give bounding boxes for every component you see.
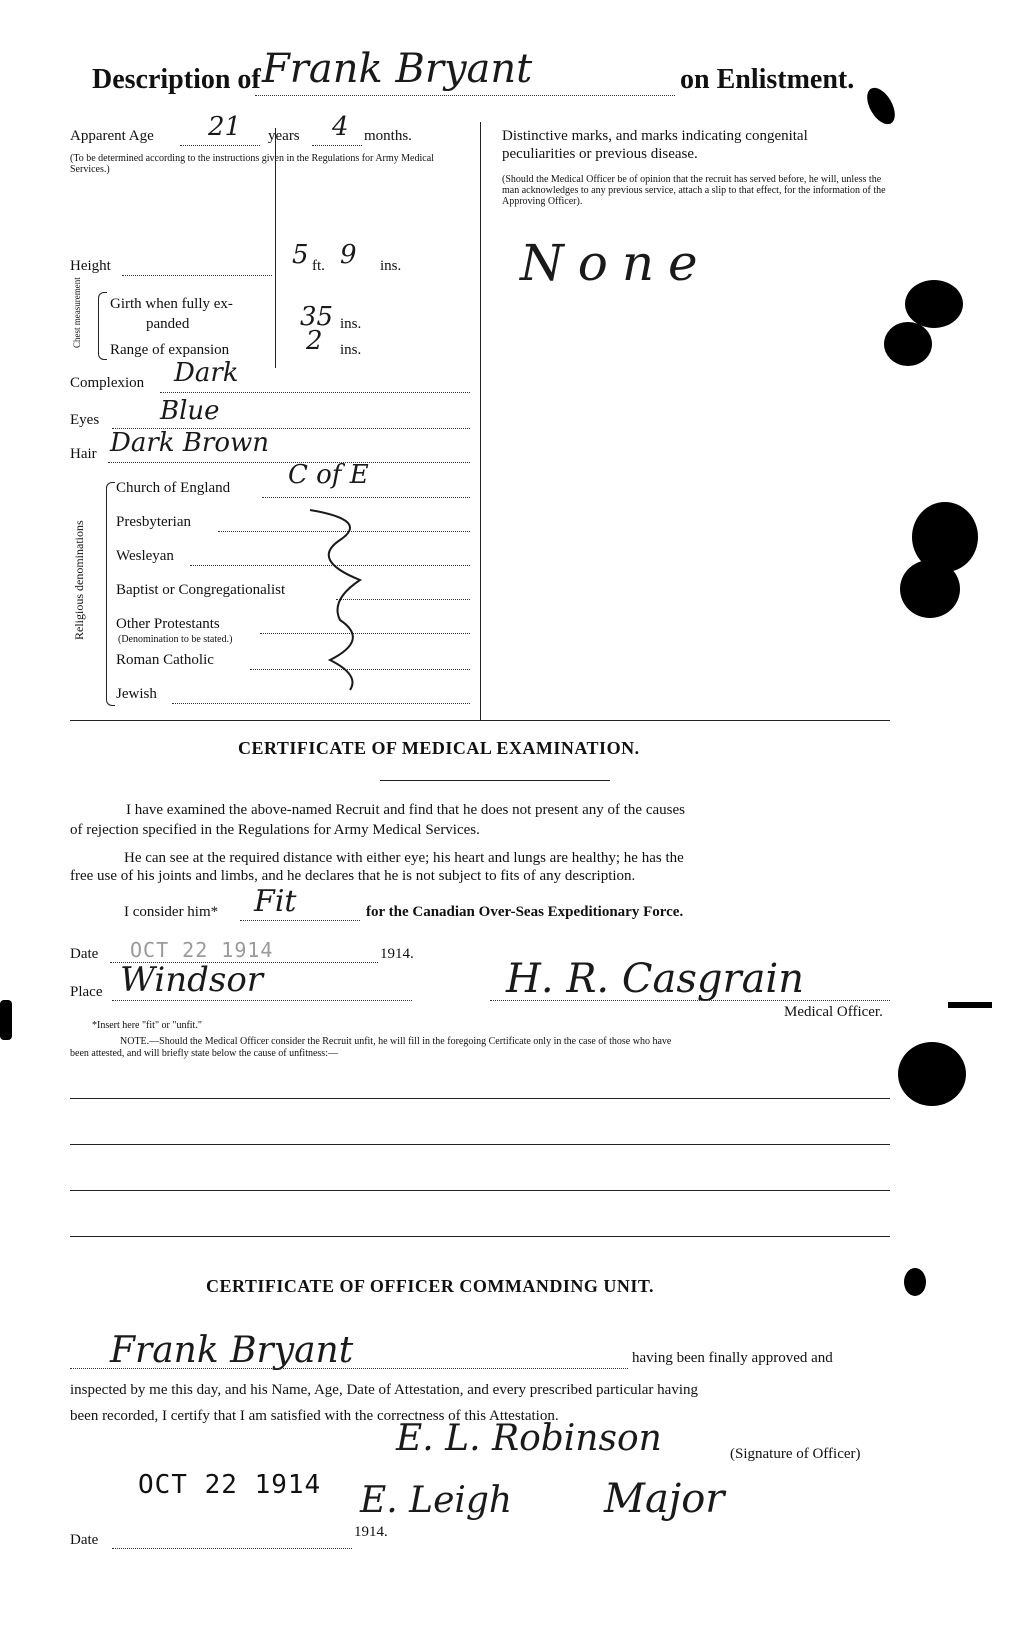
complexion-label: Complexion [70,375,145,391]
title-suffix: on Enlistment. [680,64,855,95]
medical-para1-line2: of rejection specified in the Regulations for Army Medical Services. [70,822,480,838]
name-line [255,95,675,96]
consider-value: Fit [254,884,297,919]
medical-date-label: Date [70,946,99,962]
hair-label: Hair [70,446,97,462]
religion-value: C of E [288,460,369,490]
binder-hole [900,560,960,618]
religion-wesleyan: Wesleyan [116,548,174,564]
marks-note: (Should the Medical Officer be of opinion that the recruit has served before, he will, unless the man acknowledges to any previous service, attach a slip to that effect, for the information of the Approving Officer). [502,174,886,207]
medical-para1-line1: I have examined the above-named Recruit and find that he does not present any of the causes [126,802,685,818]
binder-hole [898,1042,966,1106]
religion-line-1 [262,497,470,498]
girth-label-2: panded [146,316,190,332]
religion-other-protestants: Other Protestants [116,616,220,632]
section-rule [70,720,890,721]
binder-hole [905,280,963,328]
recruit-name: Frank Bryant [262,46,533,92]
scan-smudge [904,1268,926,1296]
eyes-value: Blue [160,396,220,426]
officer-name-line [70,1368,628,1369]
marks-label-2: peculiarities or previous disease. [502,146,698,162]
girth-label-1: Girth when fully ex- [110,296,233,312]
medical-para2-line1: He can see at the required distance with either eye; his heart and lungs are healthy; he has the [124,850,684,866]
height-ins: 9 [340,240,357,270]
officer-date-line [112,1548,352,1549]
scan-edge-mark [948,1002,992,1008]
place-line [112,1000,412,1001]
officer-date-label: Date [70,1532,99,1548]
consider-suffix: for the Canadian Over-Seas Expeditionary Force. [366,904,684,920]
medical-officer-signature: H. R. Casgrain [506,956,804,1002]
officer-rank: Major [604,1476,725,1522]
medical-title: CERTIFICATE OF MEDICAL EXAMINATION. [238,738,640,758]
chest-group-label: Chest measurement [72,277,82,348]
note-line-2: been attested, and will briefly state below the cause of unfitness:— [70,1048,338,1059]
title-prefix: Description of [92,64,261,95]
girth-unit: ins. [340,316,362,332]
scan-smudge [861,83,900,129]
height-ft: 5 [292,240,309,270]
ft-label: ft. [312,258,325,274]
age-note: (To be determined according to the instructions given in the Regulations for Army Medical Services.) [70,153,434,175]
consider-line [240,920,360,921]
religion-presbyterian: Presbyterian [116,514,191,530]
religion-baptist: Baptist or Congregationalist [116,582,286,598]
expansion-unit: ins. [340,342,362,358]
religion-squiggle [300,500,380,700]
age-months-line [312,145,362,146]
age-months: 4 [332,112,349,142]
height-line [122,275,272,276]
binder-hole [884,322,932,366]
officer-signature-label: (Signature of Officer) [730,1446,861,1462]
officer-name-value: Frank Bryant [110,1330,354,1371]
footnote: *Insert here "fit" or "unfit." [92,1020,202,1031]
unfitness-line-1 [70,1098,890,1099]
religion-other-note: (Denomination to be stated.) [118,634,233,645]
medical-title-rule [380,780,610,781]
place-label: Place [70,984,103,1000]
officer-line1-suffix: having been finally approved and [632,1350,833,1366]
years-label: years [268,128,300,144]
scan-edge-mark [0,1000,12,1040]
religion-line-7 [172,703,470,704]
religion-group-label: Religious denominations [72,520,86,640]
medical-date-stamp: OCT 22 1914 [130,938,274,962]
religion-jewish: Jewish [116,686,157,702]
officer-year-label: 1914. [354,1524,388,1540]
expansion-value: 2 [306,326,323,356]
signature-line [490,1000,890,1001]
place-value: Windsor [120,960,264,1000]
unfitness-line-3 [70,1190,890,1191]
complexion-value: Dark [174,358,239,388]
officer-line3: been recorded, I certify that I am satisfied with the correctness of this Attestation. [70,1408,559,1424]
officer-signature-line2: E. Leigh [360,1480,513,1521]
marks-value: None [520,234,712,292]
age-years-line [180,145,260,146]
unfitness-line-2 [70,1144,890,1145]
religion-roman-catholic: Roman Catholic [116,652,214,668]
consider-prefix: I consider him* [124,904,219,920]
officer-signature: E. L. Robinson [396,1418,662,1459]
chest-bracket [98,292,107,360]
months-label: months. [364,128,412,144]
expansion-label: Range of expansion [110,342,230,358]
height-label: Height [70,258,111,274]
medical-year-label: 1914. [380,946,414,962]
officer-line2: inspected by me this day, and his Name, Age, Date of Attestation, and every prescribed particular having [70,1382,699,1398]
ins-label: ins. [380,258,402,274]
marks-label-1: Distinctive marks, and marks indicating congenital [502,128,808,144]
officer-title: CERTIFICATE OF OFFICER COMMANDING UNIT. [206,1276,655,1296]
religion-bracket [106,482,115,706]
medical-para2-line2: free use of his joints and limbs, and he declares that he is not subject to fits of any description. [70,868,636,884]
medical-officer-title: Medical Officer. [784,1004,883,1020]
hair-value: Dark Brown [110,428,269,458]
eyes-label: Eyes [70,412,100,428]
complexion-line [160,392,470,393]
column-divider [480,122,481,720]
unfitness-line-4 [70,1236,890,1237]
apparent-age-label: Apparent Age [70,128,154,144]
officer-date-stamp: OCT 22 1914 [138,1470,322,1500]
note-line-1: NOTE.—Should the Medical Officer consider the Recruit unfit, he will fill in the foregoing Certificate only in the case of those who have [120,1036,672,1047]
religion-church-of-england: Church of England [116,480,231,496]
age-years: 21 [208,112,242,142]
girth-value: 35 [300,302,334,332]
